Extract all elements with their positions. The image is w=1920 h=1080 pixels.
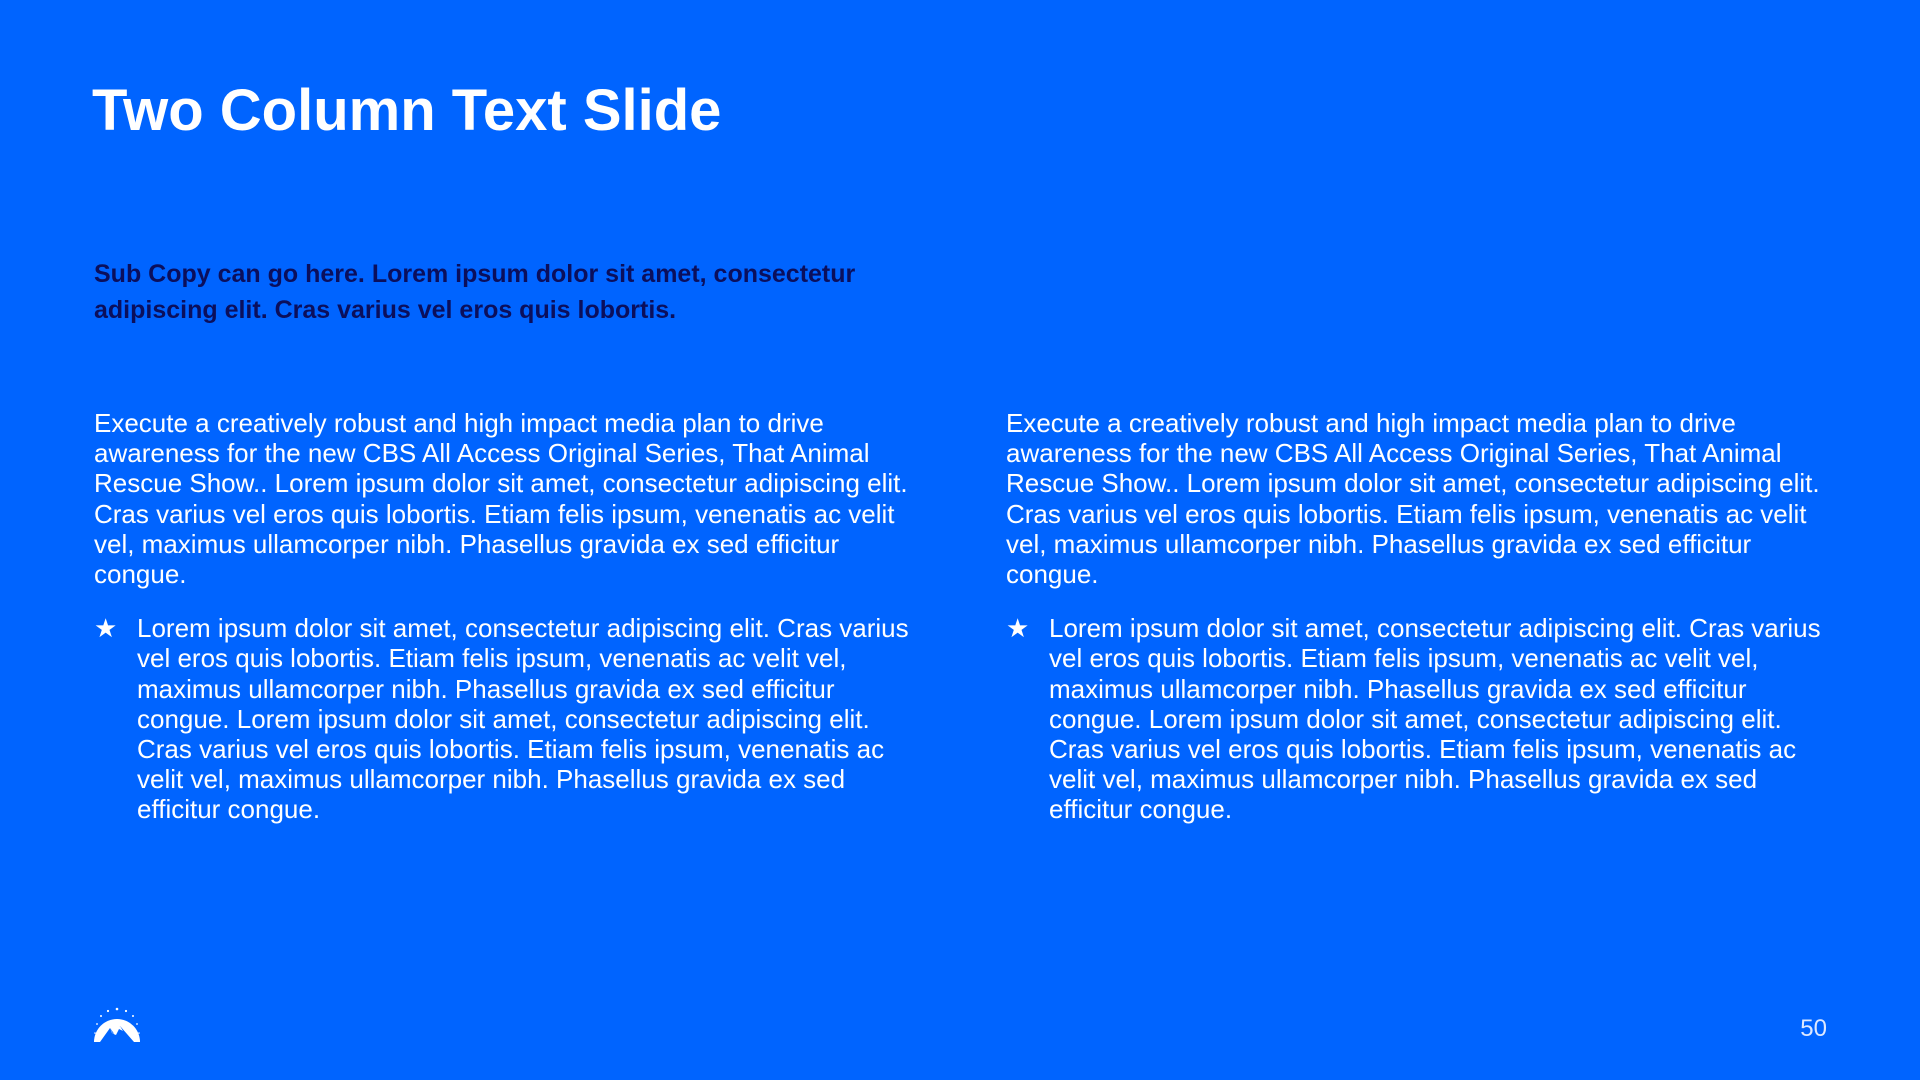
right-column-paragraph: Execute a creatively robust and high impact media plan to drive awareness for the new CBS All Access Original Series, That Animal Rescue Show.. Lorem ipsum dolor sit amet, consectetur adipiscing elit. Cras varius vel eros quis lobortis. Etiam felis ipsum, venenatis ac velit vel, maximus ullamcorper nibh. Phasellus gravida ex sed efficitur congue. <box>1006 408 1820 590</box>
left-column-bullet-text: Lorem ipsum dolor sit amet, consectetur adipiscing elit. Cras varius vel eros quis lobortis. Etiam felis ipsum, venenatis ac velit vel, maximus ullamcorper nibh. Phasellus gravida ex sed efficitur congue. Lorem ipsum dolor sit amet, consectetur adipiscing elit. Cras varius vel eros quis lobortis. Etiam felis ipsum, venenatis ac velit vel, maximus ullamcorper nibh. Phasellus gravida ex sed efficitur congue. <box>137 613 909 825</box>
right-column-bullet-text: Lorem ipsum dolor sit amet, consectetur adipiscing elit. Cras varius vel eros quis lobortis. Etiam felis ipsum, venenatis ac velit vel, maximus ullamcorper nibh. Phasellus gravida ex sed efficitur congue. Lorem ipsum dolor sit amet, consectetur adipiscing elit. Cras varius vel eros quis lobortis. Etiam felis ipsum, venenatis ac velit vel, maximus ullamcorper nibh. Phasellus gravida ex sed efficitur congue. <box>1049 613 1821 825</box>
left-column <box>94 408 914 825</box>
mountain-logo-icon <box>92 1004 142 1046</box>
left-column-paragraph: Execute a creatively robust and high impact media plan to drive awareness for the new CBS All Access Original Series, That Animal Rescue Show.. Lorem ipsum dolor sit amet, consectetur adipiscing elit. Cras varius vel eros quis lobortis. Etiam felis ipsum, venenatis ac velit vel, maximus ullamcorper nibh. Phasellus gravida ex sed efficitur congue. <box>94 408 908 590</box>
slide-subcopy: Sub Copy can go here. Lorem ipsum dolor sit amet, consectetur adipiscing elit. Cras varius vel eros quis lobortis. <box>94 260 856 324</box>
left-column-bullet <box>94 613 914 824</box>
slide-title: Two Column Text Slide <box>92 78 722 143</box>
star-bullet-icon: ★ <box>94 613 118 644</box>
star-bullet-icon: ★ <box>1006 613 1030 644</box>
right-column-bullet <box>1006 613 1826 824</box>
page-number: 50 <box>1800 1015 1827 1042</box>
right-column <box>1006 408 1826 825</box>
